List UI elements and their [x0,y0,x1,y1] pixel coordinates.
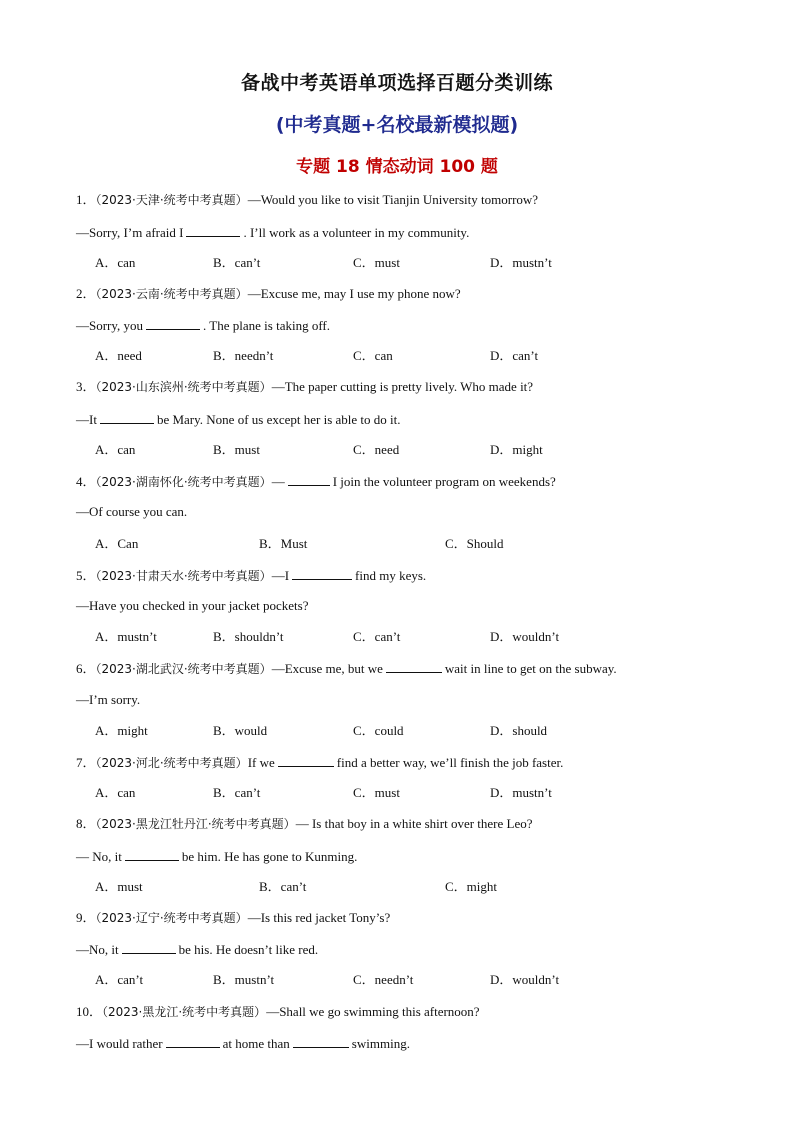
question-text: —I’m sorry. [76,692,141,707]
question-number: 7． [76,755,96,770]
question-prompt [76,471,556,491]
question-source: （2023·河北·统考中考真题） [95,756,248,770]
question-text: find a better way, we’ll finish the job faster. [336,755,564,770]
question-number: 2． [76,286,96,301]
question-prompt [76,658,617,678]
question-response [76,596,308,616]
answer-option[interactable]: C．Should [445,536,504,551]
topic-title: 专题 18 情态动词 100 题 [296,157,498,177]
page-subtitle: (中考真题+名校最新模拟题) [275,114,519,136]
answer-option[interactable]: B．would [213,723,268,738]
answer-blank [125,846,179,861]
answer-blank [293,1033,349,1048]
question-text: —Is this red jacket Tony’s? [247,910,391,925]
question-source: （2023·黑龙江·统考中考真题） [102,1005,267,1019]
answer-blank [288,471,330,486]
answer-option[interactable]: D．might [490,442,543,457]
question-response [76,409,401,429]
answer-option[interactable]: C．must [353,785,400,800]
question-prompt [76,1002,480,1022]
answer-option[interactable]: C．needn’t [353,972,414,987]
answer-option[interactable]: B．needn’t [213,348,274,363]
question-text: —It [76,412,97,427]
answer-option[interactable]: A．must [95,879,143,894]
question-number: 4． [76,474,96,489]
question-prompt [76,565,426,585]
answer-option[interactable]: A．Can [95,536,139,551]
question-text: —Excuse me, but we [271,661,383,676]
question-text: find my keys. [355,568,427,583]
question-text: . The plane is taking off. [203,318,331,333]
question-number: 1． [76,192,96,207]
question-text: — Is that boy in a white shirt over there Leo? [295,816,533,831]
question-number: 9． [76,910,96,925]
question-prompt [76,814,533,834]
question-text: be his. He doesn’t like red. [178,942,319,957]
answer-blank [146,315,200,330]
answer-blank [292,565,352,580]
answer-option[interactable]: D．wouldn’t [490,629,560,644]
question-prompt [76,190,538,210]
question-text: —Excuse me, may I use my phone now? [247,286,461,301]
question-text: I join the volunteer program on weekends? [332,474,556,489]
question-text: at home than [222,1036,290,1051]
answer-option[interactable]: A．might [95,723,148,738]
answer-blank [100,409,154,424]
answer-option[interactable]: A．can [95,255,136,270]
question-prompt [76,377,533,397]
question-response [76,315,330,335]
question-source: （2023·辽宁·统考中考真题） [95,911,248,925]
question-text: —I would rather [76,1036,163,1051]
question-text: —Shall we go swimming this afternoon? [266,1004,480,1019]
question-prompt [76,752,563,772]
answer-option[interactable]: B．can’t [213,255,261,270]
question-response [76,502,187,522]
answer-option[interactable]: A．can’t [95,972,144,987]
question-text: —The paper cutting is pretty lively. Who made it? [271,379,534,394]
question-prompt [76,284,461,304]
question-response [76,222,469,242]
question-source: （2023·云南·统考中考真题） [95,287,248,301]
page-title: 备战中考英语单项选择百题分类训练 [240,72,553,94]
answer-option[interactable]: D．wouldn’t [490,972,560,987]
question-text: —No, it [76,942,119,957]
question-response [76,939,318,959]
question-source: （2023·甘肃天水·统考中考真题） [95,569,272,583]
question-text: —Of course you can. [76,504,188,519]
answer-option[interactable]: B．must [213,442,260,457]
answer-option[interactable]: D．should [490,723,548,738]
answer-option[interactable]: C．must [353,255,400,270]
answer-option[interactable]: A．mustn’t [95,629,157,644]
question-response [76,846,357,866]
answer-blank [386,658,442,673]
question-text: swimming. [351,1036,410,1051]
answer-option[interactable]: D．mustn’t [490,255,552,270]
question-text: — No, it [76,849,122,864]
answer-blank [278,752,334,767]
question-source: （2023·黑龙江牡丹江·统考中考真题） [95,817,296,831]
question-text: . I’ll work as a volunteer in my community. [243,225,470,240]
question-source: （2023·湖北武汉·统考中考真题） [95,662,272,676]
question-source: （2023·湖南怀化·统考中考真题） [95,475,272,489]
question-text: wait in line to get on the subway. [444,661,617,676]
answer-option[interactable]: C．can [353,348,393,363]
question-response [76,1033,410,1053]
answer-option[interactable]: D．mustn’t [490,785,552,800]
question-number: 8． [76,816,96,831]
answer-option[interactable]: C．could [353,723,404,738]
question-text: —Sorry, you [76,318,144,333]
answer-option[interactable]: C．need [353,442,400,457]
answer-blank [166,1033,220,1048]
answer-option[interactable]: B．can’t [213,785,261,800]
question-number: 3． [76,379,96,394]
question-number: 10． [76,1004,103,1019]
answer-option[interactable]: A．can [95,442,136,457]
answer-option[interactable]: B．can’t [259,879,307,894]
question-text: be him. He has gone to Kunming. [181,849,358,864]
question-number: 6． [76,661,96,676]
answer-option[interactable]: B．mustn’t [213,972,275,987]
question-response [76,690,140,710]
answer-blank [186,222,240,237]
question-source: （2023·天津·统考中考真题） [95,193,248,207]
answer-blank [122,939,176,954]
answer-option[interactable]: C．can’t [353,629,401,644]
question-text: —Would you like to visit Tianjin University tomorrow? [247,192,539,207]
answer-option[interactable]: D．can’t [490,348,539,363]
question-text: If we [247,755,275,770]
question-text: —Sorry, I’m afraid I [76,225,184,240]
answer-option[interactable]: B．shouldn’t [213,629,284,644]
question-text: — [271,474,285,489]
question-number: 5． [76,568,96,583]
question-text: be Mary. None of us except her is able to do it. [156,412,401,427]
answer-option[interactable]: C．might [445,879,498,894]
answer-option[interactable]: A．need [95,348,142,363]
question-text: —I [271,568,290,583]
question-source: （2023·山东滨州·统考中考真题） [95,380,272,394]
answer-option[interactable]: A．can [95,785,136,800]
question-text: —Have you checked in your jacket pockets? [76,598,309,613]
question-prompt [76,908,390,928]
answer-option[interactable]: B．Must [259,536,308,551]
